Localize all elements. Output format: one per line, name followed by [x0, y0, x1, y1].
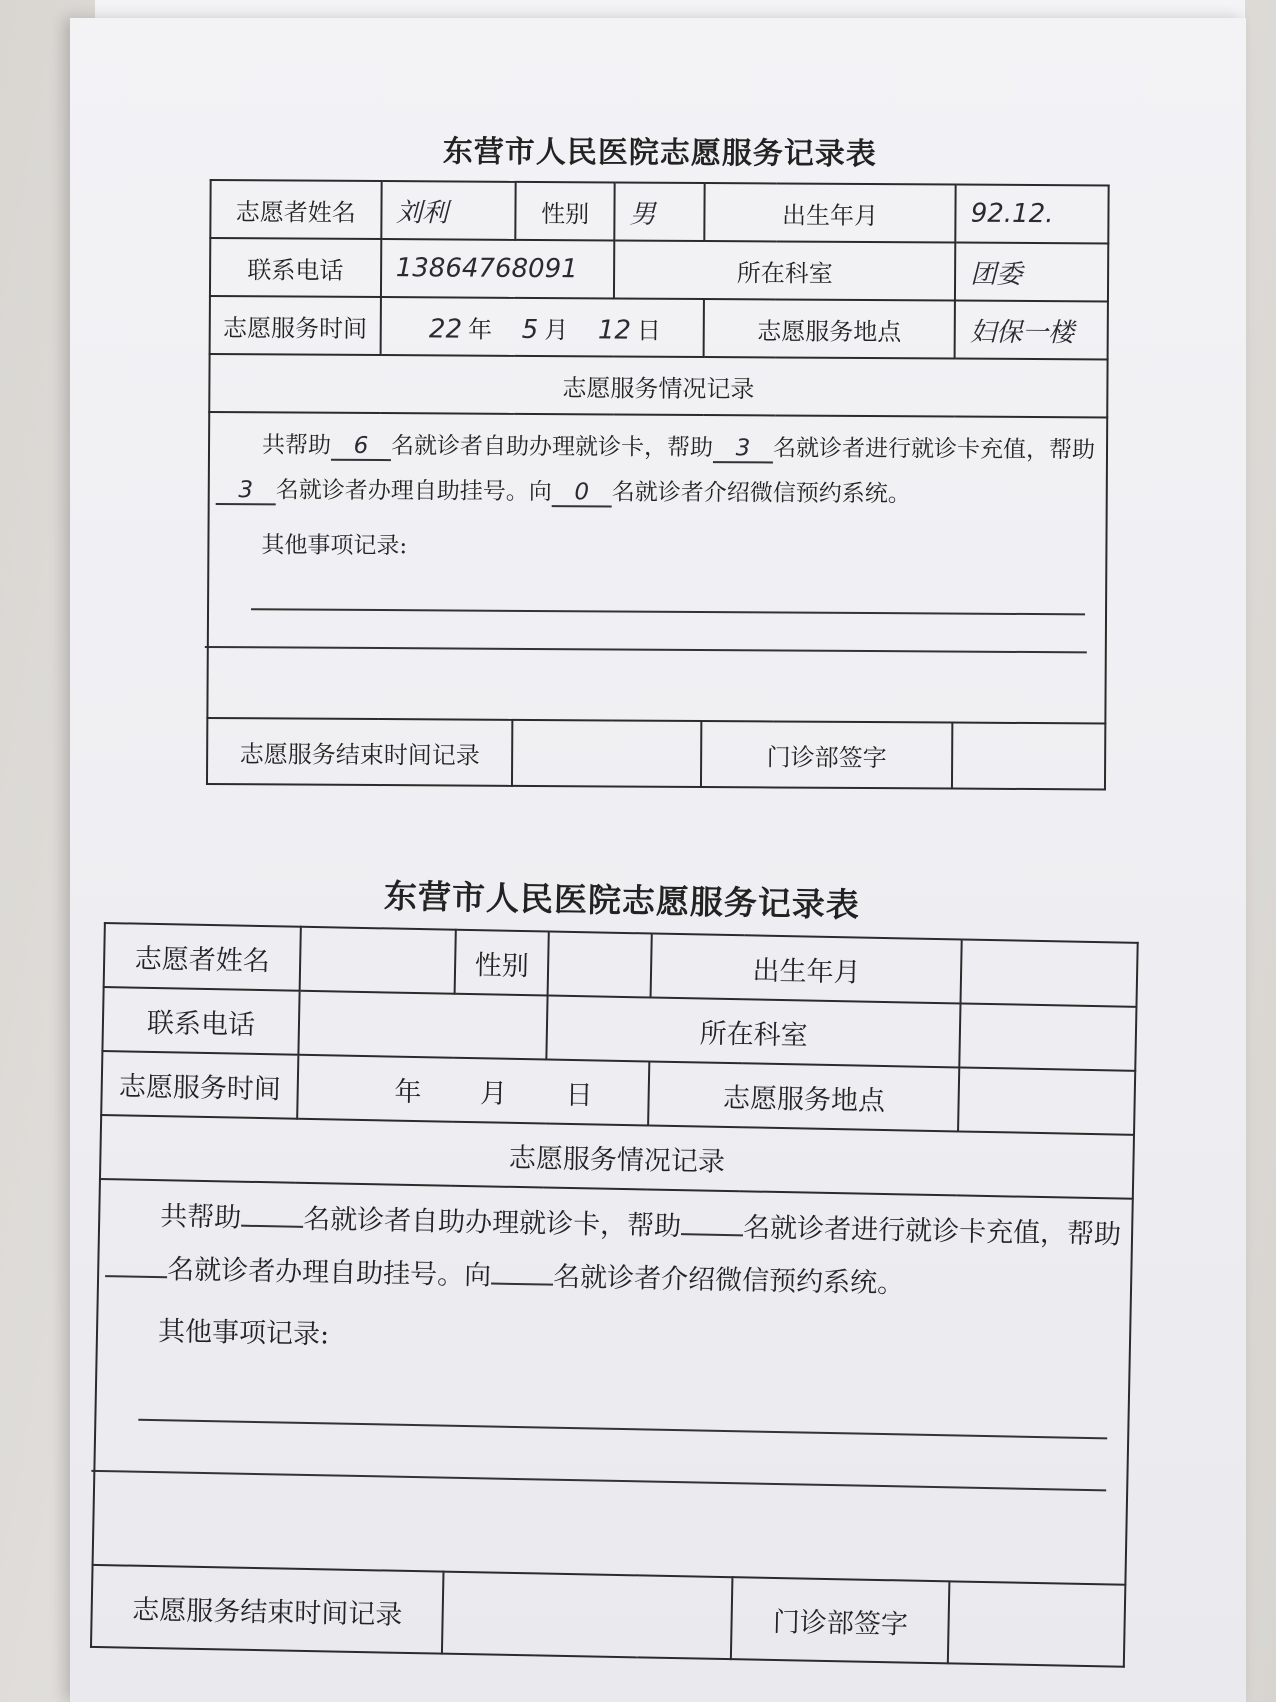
- form-table: [90, 922, 1139, 1668]
- label-birth: 出生年月: [704, 183, 956, 243]
- label-name: 志愿者姓名: [210, 180, 381, 239]
- value-signature[interactable]: [952, 723, 1105, 790]
- record-form-2: [90, 865, 1140, 1668]
- label-service-place: 志愿服务地点: [703, 299, 955, 359]
- value-department[interactable]: 团委: [955, 243, 1108, 302]
- notes-line-2[interactable]: [91, 1470, 1106, 1491]
- value-phone[interactable]: 13864768091: [381, 239, 615, 298]
- narrative-text-2: 名就诊者自助办理就诊卡，帮助: [390, 433, 714, 462]
- label-service-time: 志愿服务时间: [210, 296, 381, 355]
- narrative-block: [93, 1179, 1133, 1585]
- blank-register-count[interactable]: 3: [216, 478, 276, 506]
- form-table: [206, 179, 1110, 790]
- label-end-time: 志愿服务结束时间记录: [207, 718, 513, 786]
- value-signature[interactable]: [948, 1581, 1125, 1666]
- row-name: [210, 180, 1108, 243]
- label-name: 志愿者姓名: [104, 923, 301, 991]
- label-signature: 门诊部签字: [731, 1577, 949, 1663]
- other-notes-label: 其他事项记录:: [157, 1316, 330, 1351]
- row-narrative: [93, 1179, 1133, 1585]
- row-service: [210, 296, 1108, 359]
- value-name[interactable]: [300, 927, 456, 994]
- value-birth[interactable]: 92.12.: [956, 185, 1109, 244]
- label-day: 日: [636, 316, 662, 345]
- blank-card-count[interactable]: [241, 1225, 303, 1228]
- label-year: 年: [394, 1076, 422, 1108]
- section-header: 志愿服务情况记录: [209, 354, 1107, 417]
- row-narrative: [207, 412, 1107, 723]
- value-end-time[interactable]: [512, 720, 701, 787]
- value-month: 5: [521, 314, 539, 345]
- form-title: 东营市人民医院志愿服务记录表: [442, 134, 877, 173]
- narrative-block: [207, 412, 1107, 723]
- label-gender: 性别: [516, 182, 615, 241]
- other-notes-label: 其他事项记录:: [261, 532, 408, 559]
- label-day: 日: [565, 1079, 593, 1111]
- blank-wechat-count[interactable]: [491, 1282, 553, 1285]
- notes-line-2[interactable]: [205, 646, 1087, 653]
- narrative-text-5: 名就诊者介绍微信预约系统。: [611, 479, 911, 508]
- label-month: 月: [544, 315, 569, 344]
- narrative-text-3: 名就诊者进行就诊卡充值，帮助: [772, 435, 1096, 464]
- value-birth[interactable]: [961, 939, 1138, 1006]
- narrative-text-1: 共帮助: [159, 1201, 242, 1234]
- notes-line-1[interactable]: [251, 608, 1085, 615]
- label-end-time: 志愿服务结束时间记录: [91, 1565, 444, 1654]
- value-gender[interactable]: [548, 932, 653, 998]
- blank-recharge-count[interactable]: [681, 1233, 743, 1236]
- row-section-header: [209, 354, 1107, 417]
- value-day: [515, 1102, 565, 1103]
- value-place[interactable]: [958, 1067, 1135, 1134]
- label-phone: 联系电话: [210, 238, 381, 297]
- label-phone: 联系电话: [102, 987, 299, 1055]
- value-phone[interactable]: [299, 991, 548, 1060]
- narrative-text-4: 名就诊者办理自助挂号。向: [166, 1253, 492, 1292]
- value-service-date[interactable]: [380, 297, 704, 357]
- value-end-time[interactable]: [442, 1572, 733, 1660]
- blank-wechat-count[interactable]: 0: [552, 480, 612, 508]
- narrative-text-3: 名就诊者进行就诊卡充值，帮助: [742, 1212, 1122, 1251]
- value-place[interactable]: 妇保一楼: [955, 301, 1108, 360]
- blank-card-count[interactable]: 6: [331, 434, 391, 462]
- label-signature: 门诊部签字: [701, 721, 953, 789]
- label-department: 所在科室: [614, 240, 956, 300]
- form-title: 东营市人民医院志愿服务记录表: [383, 876, 861, 925]
- value-department[interactable]: [960, 1003, 1137, 1070]
- row-footer: [207, 718, 1105, 789]
- value-month: [430, 1101, 480, 1102]
- value-service-date[interactable]: [297, 1055, 649, 1126]
- narrative-text-4: 名就诊者办理自助挂号。向: [275, 477, 552, 505]
- narrative-text-2: 名就诊者自助办理就诊卡，帮助: [302, 1203, 682, 1243]
- narrative-text-1: 共帮助: [261, 432, 332, 459]
- record-form-1: [206, 125, 1110, 790]
- value-year: [354, 1099, 394, 1100]
- label-gender: 性别: [455, 930, 549, 996]
- label-birth: 出生年月: [651, 934, 962, 1004]
- value-name[interactable]: 刘利: [381, 181, 516, 240]
- label-service-place: 志愿服务地点: [649, 1061, 960, 1131]
- row-phone: [210, 238, 1108, 301]
- label-year: 年: [467, 315, 493, 344]
- narrative-text-5: 名就诊者介绍微信预约系统。: [552, 1261, 905, 1300]
- label-service-time: 志愿服务时间: [101, 1051, 298, 1119]
- blank-recharge-count[interactable]: 3: [713, 436, 773, 464]
- label-department: 所在科室: [547, 996, 961, 1068]
- section-header: 志愿服务情况记录: [100, 1115, 1134, 1199]
- value-year: 22: [428, 313, 463, 345]
- blank-register-count[interactable]: [105, 1275, 167, 1278]
- value-day: 12: [597, 314, 632, 346]
- value-gender[interactable]: 男: [614, 182, 704, 241]
- notes-line-1[interactable]: [138, 1419, 1107, 1440]
- label-month: 月: [479, 1077, 508, 1110]
